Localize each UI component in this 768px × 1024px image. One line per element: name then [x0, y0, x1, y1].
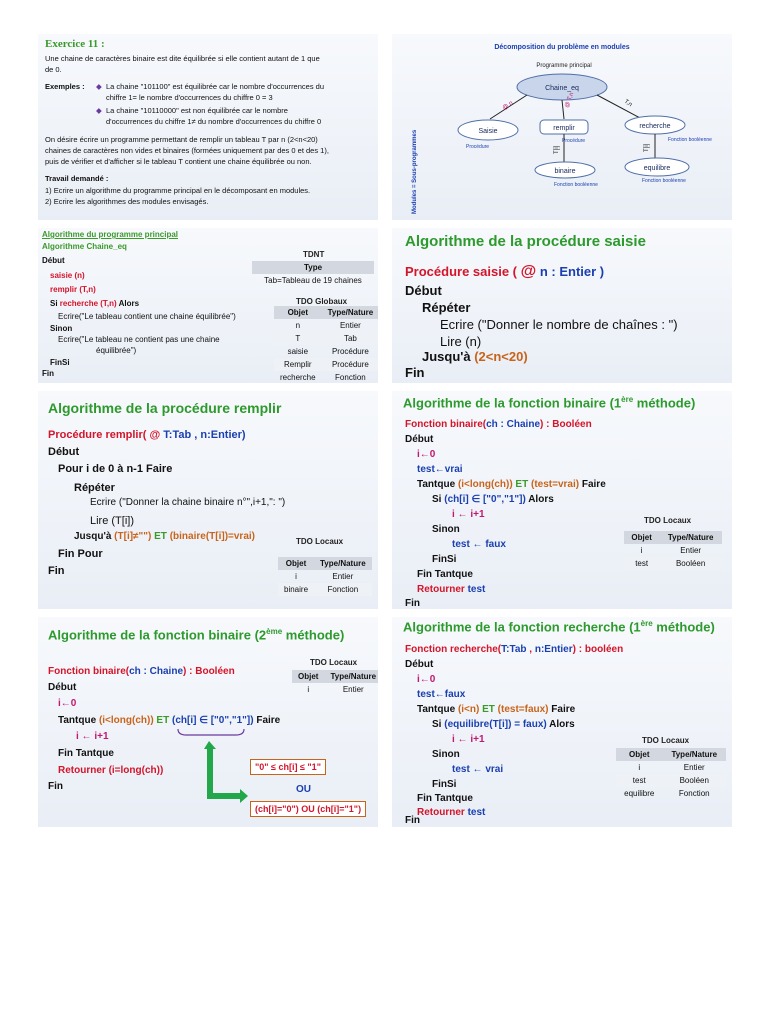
code-line: Début: [48, 682, 77, 693]
cond: (i<n): [457, 704, 480, 715]
th: Objet: [616, 748, 663, 761]
saisie-panel: [392, 228, 732, 383]
cond: (T[i]≠""): [114, 531, 152, 542]
code-line: i←0: [417, 674, 436, 685]
param-label: @ T,n: [564, 91, 576, 109]
code-line: [432, 719, 575, 730]
cond: (test=faux): [497, 704, 549, 715]
code-line: FinSi: [432, 779, 457, 790]
kw: ) : Booléen: [540, 419, 592, 430]
kw: Retourner: [417, 584, 468, 595]
code-line: [48, 429, 246, 441]
examples-label: Exemples :: [45, 82, 85, 91]
code-line: Ecrire ("Donner la chaine binaire n°",i+1,": "): [90, 497, 286, 508]
tdnt-table: [252, 261, 374, 287]
code-line: Fin Tantque: [58, 748, 114, 759]
code-line: Ecrire ("Donner le nombre de chaînes : "): [440, 317, 678, 332]
title-part: méthode): [652, 619, 715, 635]
diagram-title: Décomposition du problème en modules: [494, 44, 630, 51]
code-line: remplir (T,n): [50, 285, 96, 294]
modules-side-label: Modules = Sous-programmes: [412, 129, 418, 214]
td: Fonction: [335, 373, 366, 382]
example-line: chiffre 1= le nombre d'occurrences du chiffre 0 = 3: [106, 93, 273, 102]
main-program-panel: [38, 228, 378, 383]
code-line: Sinon: [432, 524, 460, 535]
code-line: [417, 479, 606, 490]
kw: ET: [479, 704, 498, 715]
code-line: test ← vrai: [452, 764, 504, 775]
code-line: [48, 666, 235, 677]
kw: ET: [151, 531, 170, 542]
cond: (2<n<20): [474, 349, 528, 364]
td: i: [295, 572, 297, 581]
example-line: d'occurrences du chiffre 1≠ du nombre d'occurrences du chiffre 0: [106, 117, 322, 126]
td: Procédure: [322, 358, 378, 371]
kw: Si: [432, 494, 445, 505]
tdo-table: [278, 557, 372, 596]
decomposition-panel: [392, 34, 732, 220]
panel-title: Algorithme de la procédure remplir: [48, 400, 282, 416]
td: Booléen: [663, 774, 726, 787]
code-line: équilibrée"): [96, 346, 137, 355]
tdo-table: [624, 531, 722, 570]
td: Remplir: [274, 358, 322, 371]
fonction-note: Fonction booléenne: [554, 182, 598, 188]
code-line: Fin: [48, 781, 63, 792]
kw: Fonction recherche(: [405, 644, 502, 655]
param: n : Entier ): [536, 264, 605, 279]
title-sup: ère: [640, 619, 653, 628]
alt-box-2: (ch[i]="0") OU (ch[i]="1"): [250, 801, 366, 817]
kw: Alors: [546, 719, 575, 730]
code-line: Lire (n): [440, 334, 482, 349]
code-line: Fin Pour: [58, 548, 103, 560]
td: saisie: [287, 347, 309, 356]
statement-line: chaines de caractères non vides et binaires (formées uniquement par des 0 et des 1),: [45, 146, 329, 155]
th: Objet: [624, 531, 659, 544]
code-line: Fin: [405, 598, 420, 609]
tdo-table: [274, 306, 378, 383]
link-line: [597, 95, 642, 119]
code-line: Fin Tantque: [417, 569, 473, 580]
example-line: La chaine "10110000" est non équilibrée car le nombre: [106, 106, 288, 115]
algo-name: Algorithme Chaine_eq: [42, 242, 127, 251]
code-line: Ecrire("Le tableau ne contient pas une chaine: [58, 335, 220, 344]
code-line: [58, 765, 163, 776]
title-part: Algorithme de la fonction binaire (1: [403, 395, 622, 411]
kw: Faire: [548, 704, 576, 715]
td: Entier: [683, 763, 705, 772]
tdo-label: TDO Locaux: [642, 736, 690, 745]
code-line: FinSi: [50, 358, 70, 367]
code-line: Fin: [48, 565, 65, 577]
td: i: [640, 546, 643, 555]
td: T: [274, 332, 322, 345]
task-line: 2) Ecrire les algorithmes des modules envisagés.: [45, 197, 209, 206]
code-line: Fin: [42, 369, 54, 378]
value: (i=long(ch)): [108, 765, 164, 776]
code-line: [405, 644, 623, 655]
td: Procédure: [331, 347, 369, 356]
work-label: Travail demandé :: [45, 174, 109, 183]
bullet-icon: ◆: [96, 106, 102, 115]
fonction-note: Fonction booléenne: [668, 137, 712, 143]
code-line: FinSi: [432, 554, 457, 565]
td: test: [624, 557, 659, 570]
call: recherche (T,n): [59, 299, 117, 308]
code-line: Sinon: [50, 324, 73, 333]
td: test: [616, 774, 663, 787]
kw: Fonction binaire(: [405, 419, 487, 430]
bullet-icon: ◆: [96, 82, 102, 91]
sep: ,: [526, 644, 535, 655]
code-line: [417, 584, 485, 595]
code-line: Fin Tantque: [417, 793, 473, 804]
code-line: Lire (T[i]): [90, 515, 134, 527]
code-line: saisie (n): [50, 271, 85, 280]
cond: (equilibre(T[i]) = faux): [444, 719, 547, 730]
param-label: T[i]: [554, 145, 560, 154]
th: Type/Nature: [324, 670, 378, 683]
statement-line: Une chaine de caractères binaire est dite équilibrée si elle contient autant de 1 que: [45, 54, 320, 63]
th: Objet: [274, 306, 322, 319]
code-line: test ← faux: [452, 539, 506, 550]
panel-title: Algorithme du programme principal: [42, 230, 179, 239]
th: Type/Nature: [659, 531, 722, 544]
td: Fonction: [678, 789, 710, 798]
code-line: Fin: [405, 815, 420, 826]
exercise-title: Exercice 11 :: [45, 38, 105, 50]
code-line: i ← i+1: [76, 731, 109, 742]
td: Entier: [332, 572, 354, 581]
kw: Faire: [253, 715, 281, 726]
tdo-label: TDO Locaux: [644, 516, 692, 525]
param: T:Tab: [501, 644, 527, 655]
code-line: Répéter: [422, 300, 471, 315]
code-line: Début: [42, 256, 65, 265]
th: Objet: [292, 670, 324, 683]
kw: Si: [50, 299, 60, 308]
cond: (i<long(ch)): [457, 479, 513, 490]
or-label: OU: [296, 784, 311, 795]
kw: ET: [512, 479, 531, 490]
td: Tab: [322, 332, 378, 345]
code-line: Ecrire("Le tableau contient une chaine équilibrée"): [58, 312, 236, 321]
kw: ) : Booléen: [183, 666, 235, 677]
brace-shape: [178, 729, 244, 735]
remplir-panel: [38, 391, 378, 609]
alt-box-1: "0" ≤ ch[i] ≤ "1": [250, 759, 326, 775]
binaire-label: binaire: [554, 168, 576, 175]
kw: Tantque: [58, 715, 99, 726]
tdo-table: [292, 670, 378, 696]
th: Objet: [278, 557, 314, 570]
code-line: Début: [405, 434, 434, 445]
equilibre-label: equilibre: [643, 165, 671, 172]
code-line: i ← i+1: [452, 509, 485, 520]
kw: Tantque: [417, 704, 458, 715]
kw: Tantque: [417, 479, 458, 490]
statement-line: On désire écrire un programme permettant de remplir un tableau T par n (2<n<20): [45, 135, 318, 144]
kw: Alors: [116, 299, 140, 308]
kw: Procédure remplir(: [48, 429, 150, 441]
td: n: [295, 321, 301, 330]
kw: Faire: [579, 479, 606, 490]
title-sup: ème: [266, 627, 283, 636]
code-line: [432, 494, 554, 505]
th: Type/Nature: [663, 748, 726, 761]
code-line: Sinon: [432, 749, 460, 760]
param: ch : Chaine: [129, 666, 184, 677]
exercise-panel: [38, 34, 378, 220]
tdnt-cell: Tab=Tableau de 19 chaines: [264, 276, 362, 285]
kw: ET: [153, 715, 172, 726]
kw: Si: [432, 719, 445, 730]
procedure-note: Procédure: [562, 138, 586, 144]
code-line: Répéter: [74, 482, 115, 494]
statement-line: de 0.: [45, 65, 62, 74]
panel-title: [403, 395, 695, 410]
param: ch : Chaine: [486, 419, 541, 430]
code-line: [405, 263, 604, 281]
link-line: [562, 100, 564, 119]
cond: (ch[i] ∈ ["0","1"]): [172, 715, 254, 726]
td: i: [307, 685, 310, 694]
param-label: @ n: [501, 100, 515, 112]
at-symbol: @: [520, 263, 537, 280]
code-line: test←vrai: [417, 464, 463, 475]
title-part: méthode): [282, 627, 345, 643]
tdo-label: TDO Globaux: [296, 297, 348, 306]
code-line: Fin: [405, 365, 425, 380]
main-program-label: Programme principal: [536, 63, 592, 69]
code-line: [74, 531, 255, 542]
td: Entier: [342, 685, 364, 694]
panel-title: [403, 619, 715, 634]
kw: Fonction binaire(: [48, 666, 130, 677]
saisie-label: Saisie: [478, 128, 498, 135]
kw: Retourner: [417, 807, 468, 818]
cond: (test=vrai): [531, 479, 580, 490]
td: Entier: [680, 546, 702, 555]
kw: Procédure saisie (: [405, 264, 521, 279]
code-line: i←0: [58, 698, 77, 709]
fonction-note: Fonction booléenne: [642, 178, 686, 184]
code-line: Début: [405, 659, 434, 670]
code-line: i←0: [417, 449, 436, 460]
tdnt-label: TDNT: [303, 250, 325, 259]
param-label: T[i]: [644, 143, 650, 152]
th: Type/Nature: [314, 557, 372, 570]
kw: Alors: [525, 494, 554, 505]
code-line: Pour i de 0 à n-1 Faire: [58, 463, 173, 475]
code-line: [50, 299, 139, 308]
binaire2-panel: [38, 617, 378, 827]
tdo-table: [616, 748, 726, 800]
title-part: Algorithme de la fonction binaire (2: [48, 627, 267, 643]
at-symbol: @: [149, 429, 161, 441]
decomposition-diagram: [392, 34, 732, 220]
kw: Retourner: [58, 765, 109, 776]
title-part: Algorithme de la fonction recherche (1: [403, 619, 641, 635]
tdo-label: TDO Locaux: [296, 537, 344, 546]
cond: (i<long(ch)): [98, 715, 154, 726]
td: Booléen: [659, 557, 722, 570]
value: test: [467, 807, 486, 818]
remplir-label: remplir: [553, 125, 575, 132]
code-line: [405, 419, 592, 430]
code-line: [417, 704, 575, 715]
procedure-note: Procédure: [466, 144, 490, 150]
kw: ) : booléen: [572, 644, 624, 655]
recherche-panel: [392, 617, 732, 827]
green-arrow-icon: [204, 741, 248, 803]
code-line: [422, 349, 528, 364]
example-line: La chaine "101100" est équilibrée car le nombre d'occurrences du: [106, 82, 325, 91]
code-line: [417, 807, 485, 818]
tdo-label: TDO Locaux: [310, 658, 358, 667]
code-line: i ← i+1: [452, 734, 485, 745]
task-line: 1) Ecrire un algorithme du programme principal en le décomposant en modules.: [45, 186, 311, 195]
recherche-label: recherche: [639, 123, 671, 130]
param-label: T,n: [622, 98, 633, 109]
td: binaire: [278, 583, 314, 596]
cond: (binaire(T[i])=vrai): [169, 531, 255, 542]
th: Type/Nature: [322, 306, 378, 319]
cond: (ch[i] ∈ ["0","1"]): [444, 494, 526, 505]
panel-title: [48, 627, 344, 642]
td: Fonction: [314, 583, 372, 596]
td: i: [638, 763, 641, 772]
binaire1-panel: [392, 391, 732, 609]
td: recherche: [280, 373, 316, 382]
value: test: [467, 584, 486, 595]
main-module-label: Chaine_eq: [545, 85, 579, 92]
code-line: Début: [48, 446, 80, 458]
td: equilibre: [624, 789, 655, 798]
code-line: Début: [405, 283, 442, 298]
kw: Jusqu'à: [422, 349, 475, 364]
panel-title: Algorithme de la procédure saisie: [405, 233, 646, 250]
code-line: test←faux: [417, 689, 466, 700]
title-part: méthode): [633, 395, 696, 411]
param: n:Entier: [534, 644, 573, 655]
statement-line: puis de vérifier et d'afficher si le tableau T contient une chaine équilibrée ou non.: [45, 157, 312, 166]
tdnt-header: Type: [252, 261, 374, 274]
param: T:Tab , n:Entier): [160, 429, 246, 441]
kw: Jusqu'à: [74, 531, 115, 542]
title-sup: ère: [621, 395, 634, 404]
td: Entier: [339, 321, 361, 330]
